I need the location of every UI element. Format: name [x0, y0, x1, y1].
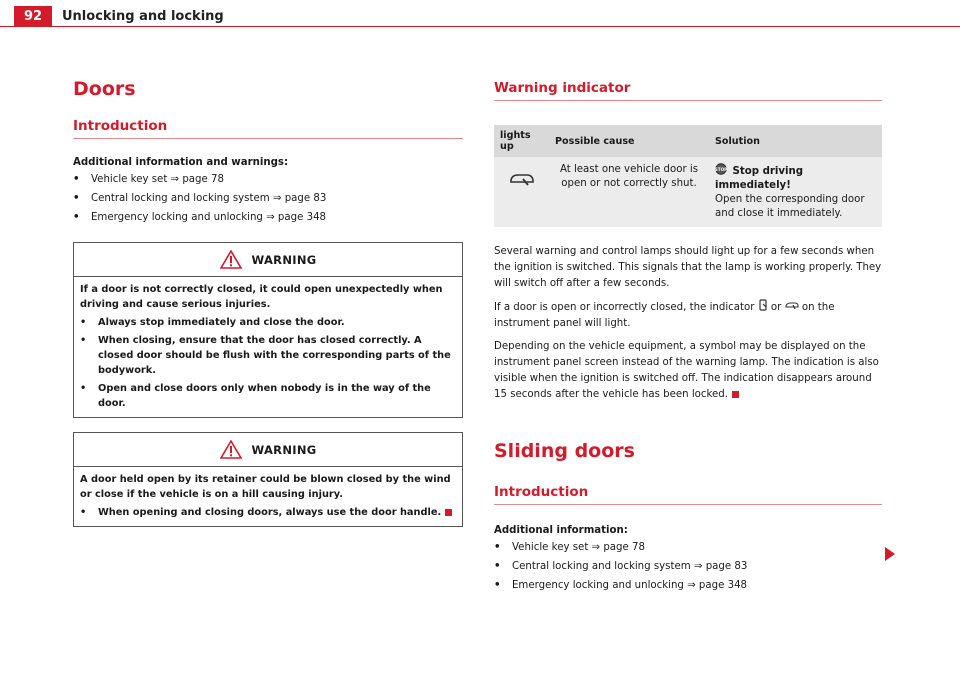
list-item: • When opening and closing doors, always use the door handle.: [80, 505, 456, 520]
warning-label: WARNING: [251, 442, 317, 457]
paragraph: If a door is open or incorrectly closed, the indicator or on the instrument panel will light.: [494, 299, 882, 332]
bullet-icon: •: [494, 580, 501, 591]
list-item: • Vehicle key set ⇒ page 78: [494, 542, 645, 553]
next-page-arrow-icon[interactable]: [885, 547, 895, 561]
sliding-doors-heading: Sliding doors: [494, 440, 635, 462]
warning-indicator-heading: Warning indicator: [494, 80, 882, 101]
list-item: • When closing, ensure that the door has closed correctly. A closed door should be flush with the corresponding parts of the bodywork.: [80, 335, 451, 376]
list-item: • Vehicle key set ⇒ page 78: [73, 174, 224, 185]
bullet-icon: •: [80, 317, 87, 328]
door-open-warning-icon: [509, 171, 535, 187]
warning-triangle-icon: [220, 250, 242, 269]
list-item: • Central locking and locking system ⇒ page 83: [494, 561, 748, 572]
warning-label: WARNING: [251, 252, 317, 267]
section-end-icon: [732, 391, 739, 398]
svg-text:STOP: STOP: [715, 167, 727, 172]
cause-cell: At least one vehicle door is open or not correctly shut.: [549, 157, 709, 227]
left-column: [73, 70, 463, 527]
column-header: lights up: [494, 125, 549, 157]
page-header: [0, 0, 960, 27]
warning-header: [74, 243, 462, 277]
column-header: Possible cause: [549, 125, 709, 157]
bullet-icon: •: [73, 193, 80, 204]
table-row: [494, 157, 882, 227]
table-header-row: [494, 125, 882, 157]
warning-box: [73, 432, 463, 527]
warning-box: [73, 242, 463, 418]
lead-text: Additional information and warnings:: [73, 157, 289, 168]
introduction-heading: Introduction: [73, 118, 463, 139]
bullet-icon: •: [73, 174, 80, 185]
bullet-icon: •: [494, 561, 501, 572]
warning-body: [74, 277, 462, 417]
bullet-icon: •: [494, 542, 501, 553]
door-indicator-icon: [758, 299, 768, 311]
list-item: • Always stop immediately and close the door.: [80, 317, 345, 328]
introduction-heading: Introduction: [494, 484, 882, 505]
stop-icon: [715, 163, 727, 175]
paragraph: Depending on the vehicle equipment, a symbol may be displayed on the instrument panel screen instead of the warning lamp. The indication is also visible when the ignition is switched off. The indication disappears around 15 seconds after the vehicle has been locked.: [494, 341, 879, 400]
column-header: Solution: [709, 125, 882, 157]
warning-triangle-icon: [220, 440, 242, 459]
warning-body: [74, 467, 462, 526]
icon-cell: [494, 157, 549, 227]
paragraph: Several warning and control lamps should light up for a few seconds when the ignition is switched. This signals that the lamp is working properly. They will switch off after a few seconds.: [494, 246, 882, 289]
right-column: [494, 70, 882, 593]
bullet-icon: •: [80, 507, 87, 518]
list-item: • Open and close doors only when nobody is in the way of the door.: [80, 383, 431, 409]
running-title: Unlocking and locking: [62, 9, 224, 24]
list-item: • Emergency locking and unlocking ⇒ page 348: [73, 212, 327, 223]
lead-text: Additional information:: [494, 525, 628, 536]
warning-header: [74, 433, 462, 467]
door-open-warning-icon: [785, 301, 799, 310]
indicator-table: [494, 125, 882, 227]
warning-text: A door held open by its retainer could be blown closed by the wind or close if the vehicle is on a hill causing injury.: [80, 474, 451, 500]
warning-text: If a door is not correctly closed, it could open unexpectedly when driving and cause serious injuries.: [80, 284, 443, 310]
section-end-icon: [445, 509, 452, 516]
list-item: • Emergency locking and unlocking ⇒ page 348: [494, 580, 748, 591]
bullet-icon: •: [73, 212, 80, 223]
bullet-icon: •: [80, 335, 87, 346]
bullet-icon: •: [80, 383, 87, 394]
doors-heading: Doors: [73, 78, 136, 100]
list-item: • Central locking and locking system ⇒ page 83: [73, 193, 327, 204]
page-number: 92: [14, 6, 52, 27]
solution-cell: STOP Stop driving immediately! Open the corresponding door and close it immediately.: [709, 157, 882, 227]
